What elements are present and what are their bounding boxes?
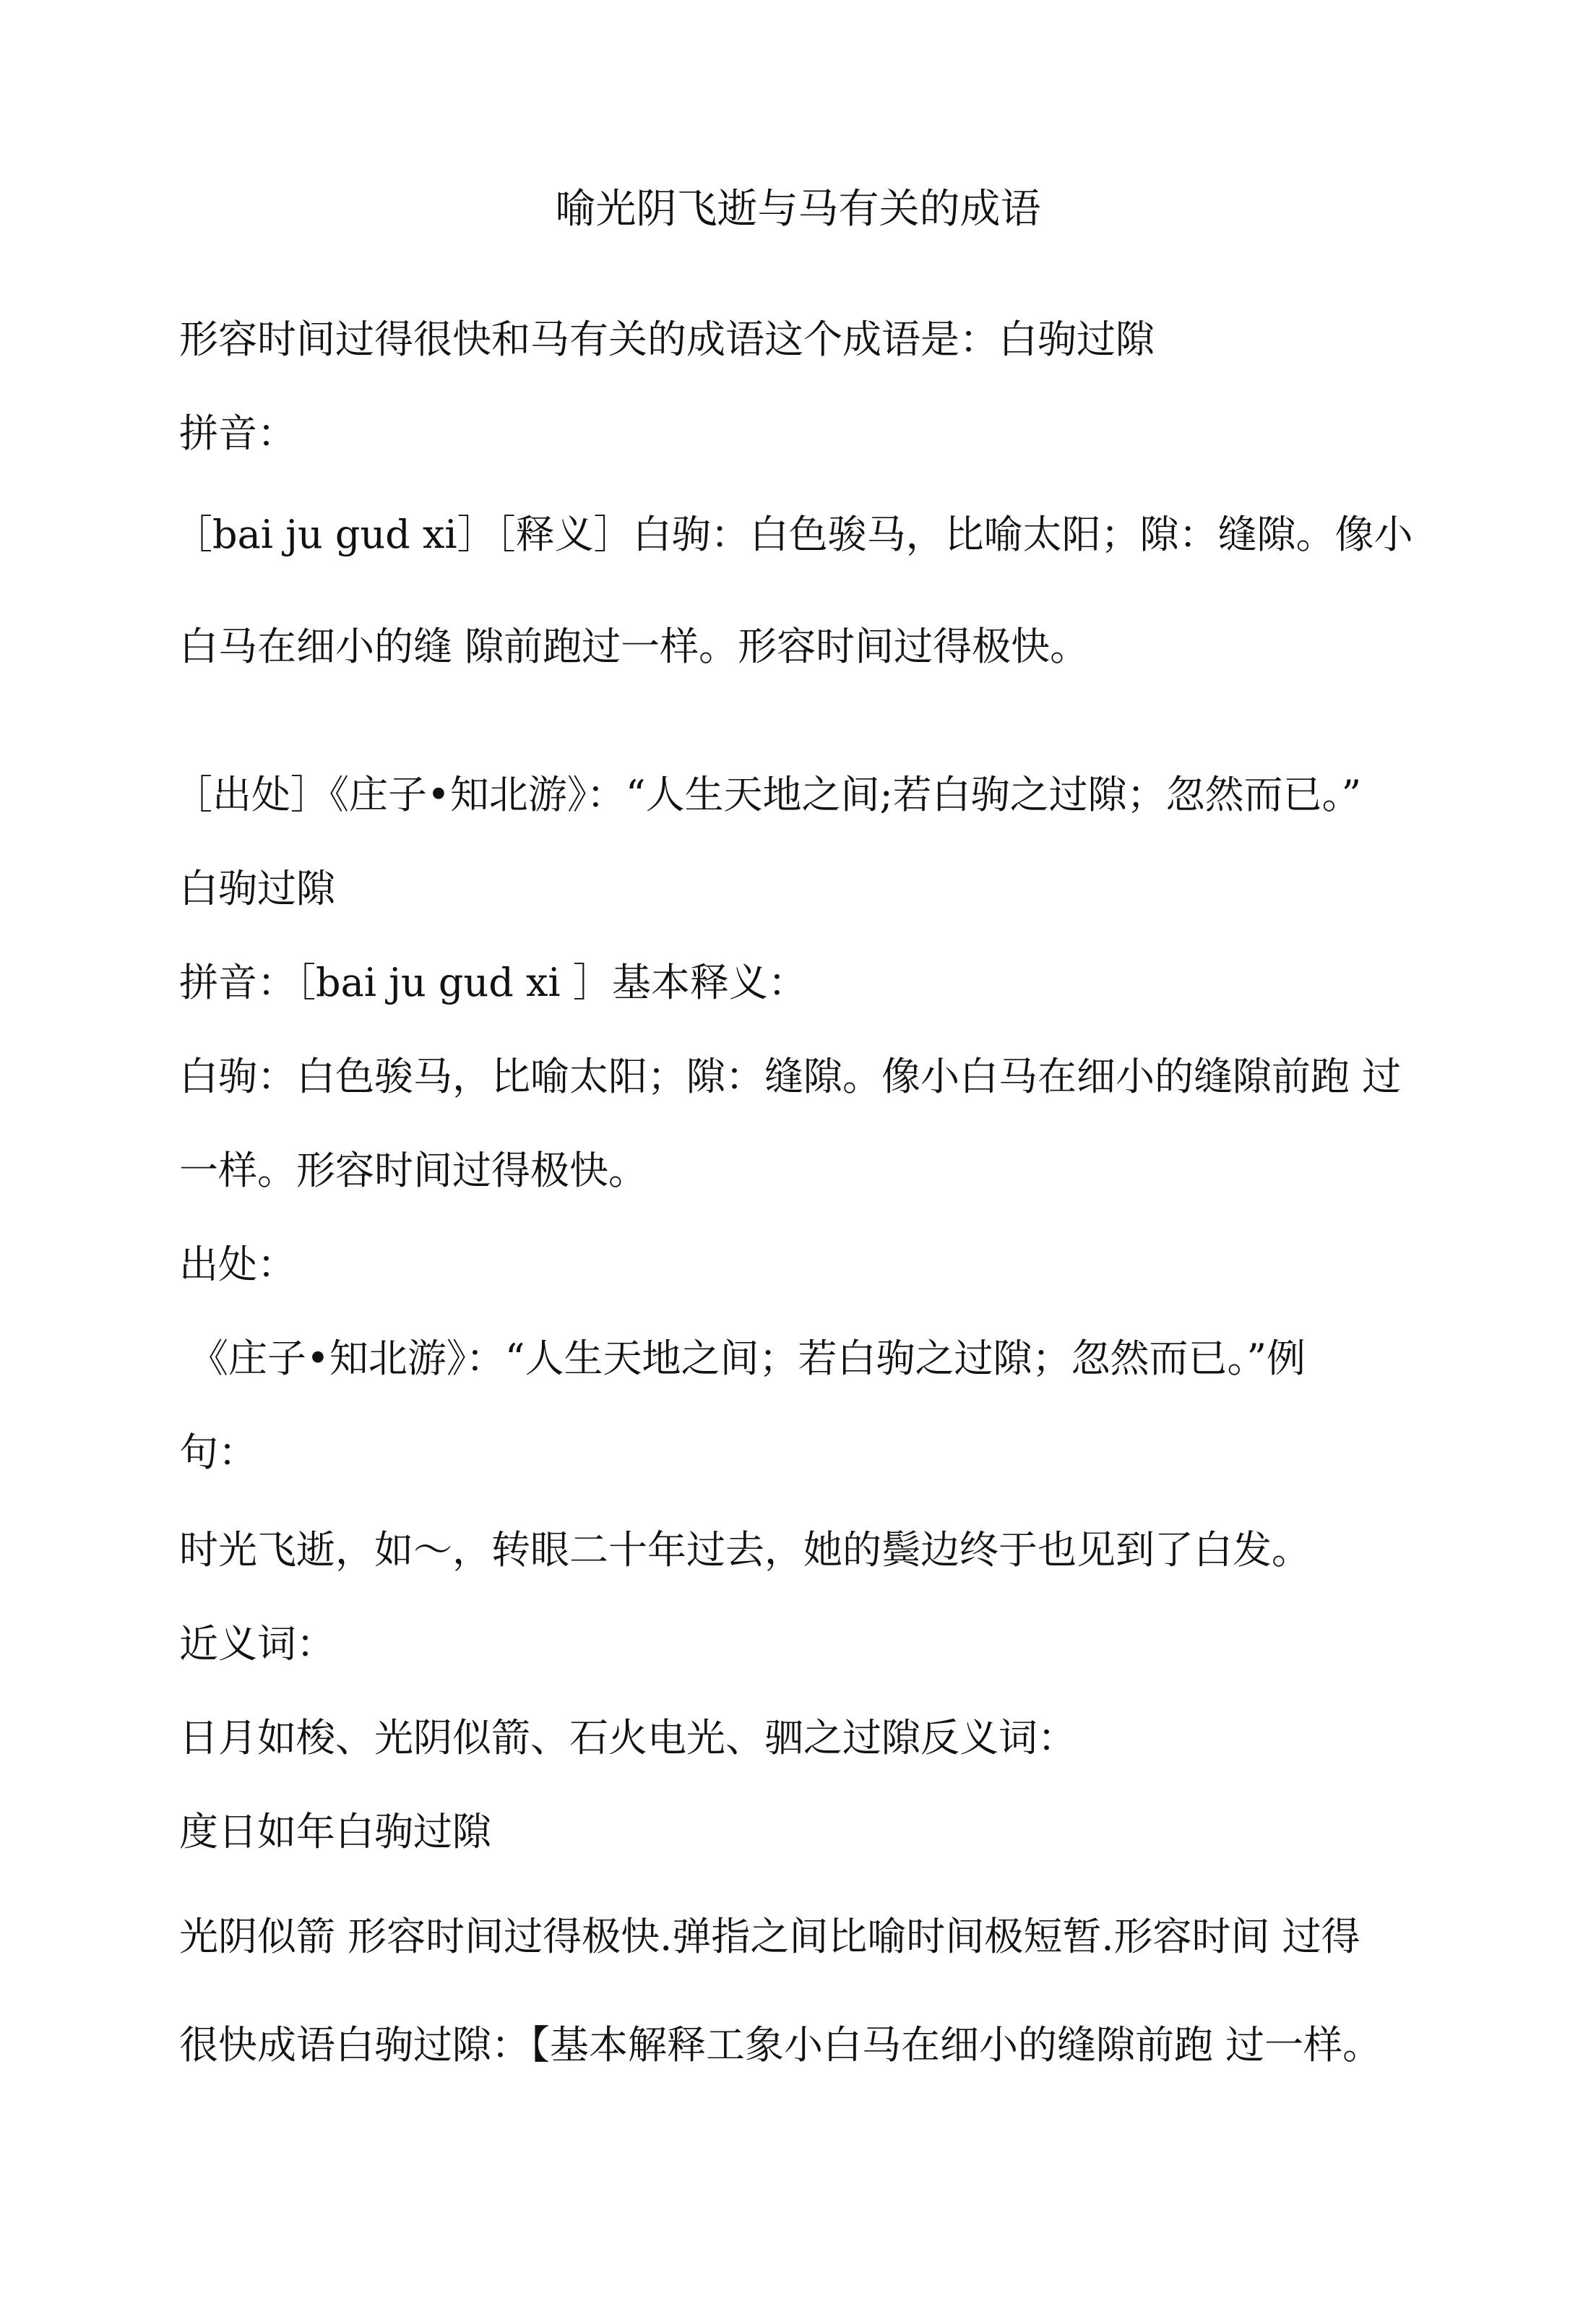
text-line-10: 出处： (179, 1242, 296, 1287)
text-line-14: 近义词： (179, 1621, 335, 1667)
text-line-4: 白马在细小的缝 隙前跑过一样。形容时间过得极快。 (179, 624, 1090, 669)
text-line-15: 日月如梭、光阴似箭、石火电光、驷之过隙反义词： (179, 1715, 1077, 1761)
text-line-13: 时光飞逝，如〜，转眼二十年过去，她的鬓边终于也见到了白发。 (179, 1527, 1311, 1573)
text-line-6: 白驹过隙 (179, 866, 335, 911)
text-line-16: 度日如年白驹过隙 (179, 1809, 491, 1854)
text-line-2: 拼音： (179, 410, 296, 456)
text-line-17: 光阴似箭 形容时间过得极快.弹指之间比喻时间极短暂.形容时间 过得 (179, 1914, 1360, 1959)
text-line-7: 拼音：［bai ju gud xi ］基本释义： (179, 960, 807, 1005)
text-line-18: 很快成语白驹过隙：【基本解释工象小白马在细小的缝隙前跑 过一样。 (179, 2022, 1382, 2068)
text-line-9: 一样。形容时间过得极快。 (179, 1148, 647, 1193)
text-line-11: 《庄子•知北游》：“人生天地之间；若白驹之过隙；忽然而已。”例 (189, 1336, 1306, 1381)
document-title: 喻光阴飞逝与马有关的成语 (555, 186, 1041, 233)
text-line-5: ［出处］《庄子•知北游》：“人生天地之间;若白驹之过隙；忽然而已。” (173, 772, 1362, 817)
text-line-3: ［bai ju gud xi］［释义］白驹：白色骏马，比喻太阳；隙：缝隙。像小 (173, 512, 1413, 557)
text-line-12: 句： (179, 1430, 257, 1475)
text-line-8: 白驹：白色骏马，比喻太阳；隙：缝隙。像小白马在细小的缝隙前跑 过 (179, 1054, 1402, 1099)
text-line-1: 形容时间过得很快和马有关的成语这个成语是：白驹过隙 (179, 317, 1155, 362)
